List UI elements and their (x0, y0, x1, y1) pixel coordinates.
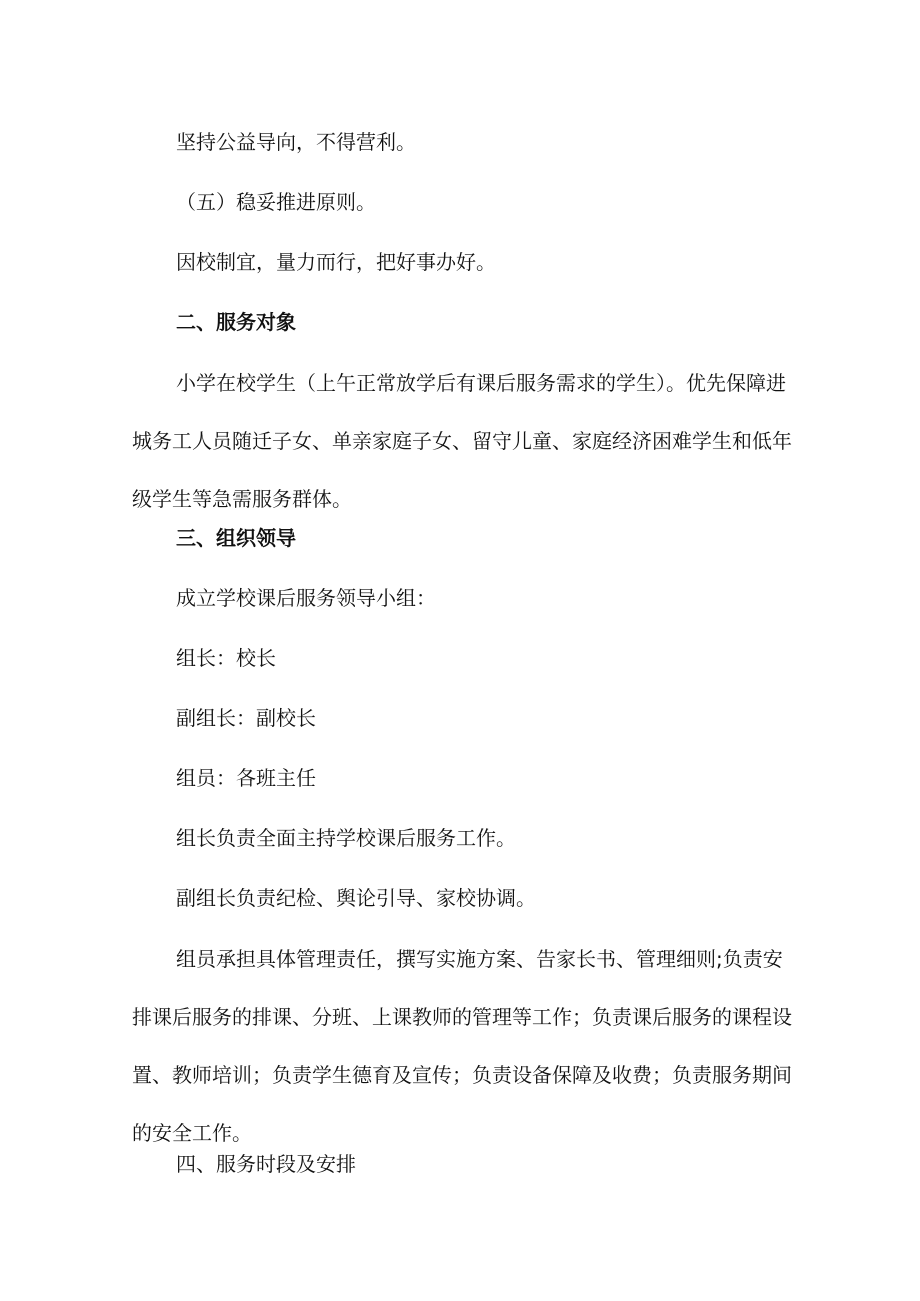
paragraph-principle-five: （五）稳妥推进原则。 (176, 190, 376, 214)
heading-service-target: 二、服务对象 (176, 310, 296, 334)
heading-organization: 三、组织领导 (176, 526, 296, 550)
paragraph-service-target (132, 354, 796, 528)
paragraph-adapt-to-school: 因校制宜，量力而行，把好事办好。 (176, 250, 496, 274)
paragraph-deputy-leader: 副组长：副校长 (176, 706, 316, 730)
paragraph-leader-duty: 组长负责全面主持学校课后服务工作。 (176, 826, 516, 850)
paragraph-public-welfare: 坚持公益导向，不得营利。 (176, 130, 416, 154)
paragraph-line: 的安全工作。 (132, 1121, 252, 1145)
paragraph-line: 小学在校学生（上午正常放学后有课后服务需求的学生）。优先保障进 (176, 371, 786, 395)
paragraph-line: 组员承担具体管理责任，撰写实施方案、告家长书、管理细则;负责安 (176, 947, 783, 971)
paragraph-line: 城务工人员随迁子女、单亲家庭子女、留守儿童、家庭经济困难学生和低年 (132, 429, 792, 453)
paragraph-members: 组员：各班主任 (176, 766, 316, 790)
paragraph-deputy-duty: 副组长负责纪检、舆论引导、家校协调。 (176, 886, 536, 910)
heading-service-schedule: 四、服务时段及安排 (176, 1152, 356, 1176)
paragraph-line: 级学生等急需服务群体。 (132, 487, 352, 511)
paragraph-line: 置、教师培训；负责学生德育及宣传；负责设备保障及收费；负责服务期间 (132, 1063, 792, 1087)
paragraph-group-leader: 组长：校长 (176, 646, 276, 670)
paragraph-line: 排课后服务的排课、分班、上课教师的管理等工作；负责课后服务的课程设 (132, 1005, 792, 1029)
paragraph-establish-group: 成立学校课后服务领导小组： (176, 586, 436, 610)
paragraph-member-duty (132, 930, 796, 1162)
